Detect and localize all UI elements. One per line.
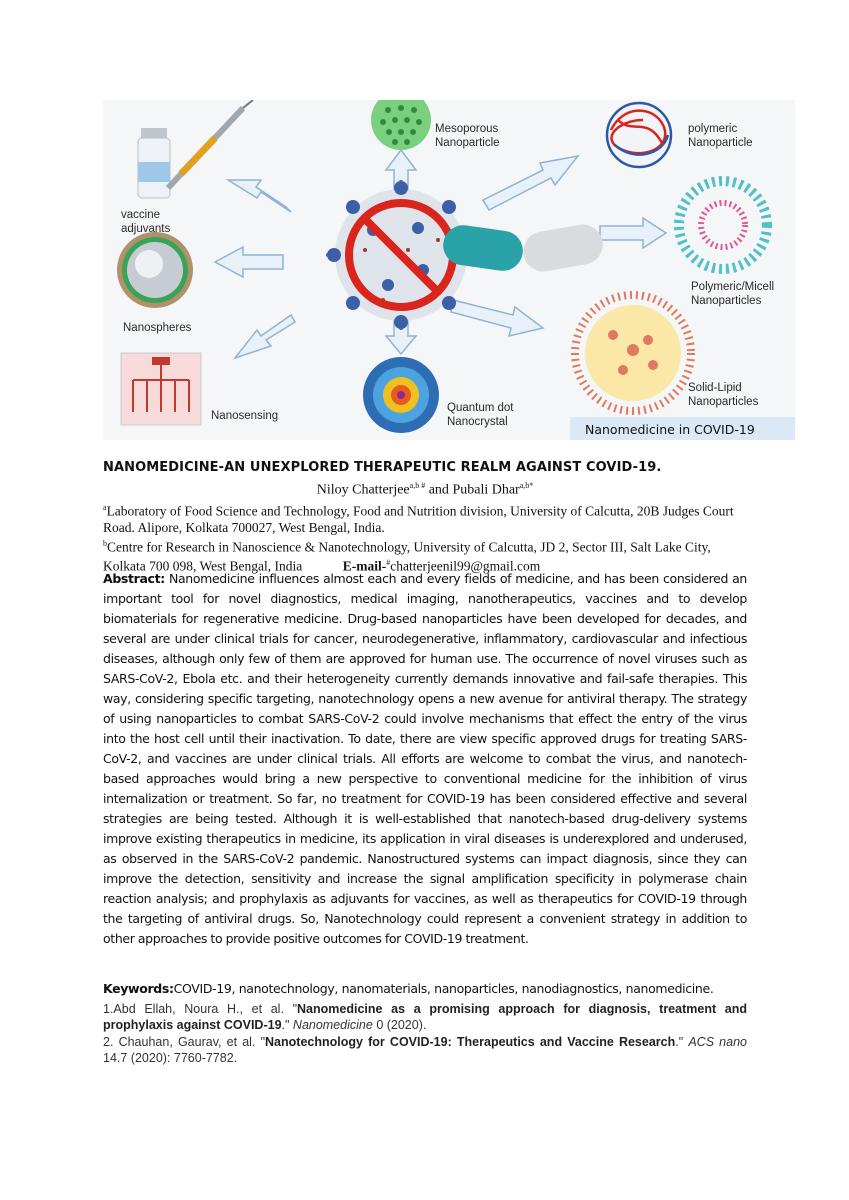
label-micelle-1: Polymeric/Micell	[691, 281, 775, 293]
author-1-sup: a,b #	[409, 481, 426, 490]
reference-prefix: 2. Chauhan, Gaurav, et al. "	[103, 1035, 266, 1049]
email-address[interactable]: chatterjeenil99@gmail.com	[390, 558, 541, 574]
references	[103, 1001, 747, 1067]
abstract	[103, 569, 747, 949]
author-2-name: Pubali Dhar	[452, 482, 520, 498]
affiliation-b-text: Centre for Research in Nanoscience & Nanotechnology, University of Calcutta, JD 2, Sector III, Salt Lake City, Kolkata 700 098, West Bengal, India	[103, 539, 711, 574]
label-mesoporous-2: Nanoparticle	[435, 137, 500, 149]
affiliations	[103, 500, 747, 575]
keywords-label: Keywords:	[103, 981, 174, 996]
keywords	[103, 981, 747, 996]
author-2-sup: a,b*	[519, 481, 534, 490]
nanosphere-icon	[117, 232, 193, 308]
nanosensing-icon	[121, 353, 201, 425]
abstract-label: Abstract:	[103, 571, 165, 586]
affiliation-a-text: Laboratory of Food Science and Technology, Food and Nutrition division, University of Calcutta, 20B Judges Court Road. Alipore, Kolkata 700027, West Bengal, India.	[103, 503, 734, 535]
label-quantum-1: Quantum dot	[447, 402, 514, 414]
reference-journal: ACS nano	[688, 1035, 747, 1049]
label-solid-lipid-2: Nanoparticles	[688, 396, 759, 408]
author-1-name: Niloy Chatterjee	[316, 482, 410, 498]
keywords-text: COVID-19, nanotechnology, nanomaterials, nanoparticles, nanodiagnostics, nanomedicine.	[173, 981, 714, 996]
figure-caption-box	[570, 417, 795, 440]
reference-mid: ."	[281, 1018, 293, 1032]
quantum-dot-icon	[363, 357, 439, 433]
label-solid-lipid-1: Solid-Lipid	[688, 382, 742, 394]
figure-caption-text: Nanomedicine in COVID-19	[585, 422, 755, 437]
abstract-text: Nanomedicine influences almost each and every fields of medicine, and has been considered an important tool for novel diagnostics, medical imaging, nanotherapeutics, vaccines and to develop biomaterials for regenerative medicine. Drug-based nanoparticles have been developed for decades, and several are under clinical trials for cancer, neurodegenerative, inflammatory, cardiovascular and infectious diseases, although only few of them are approved for human use. The occurrence of novel viruses such as SARS-CoV-2, Ebola etc. and their heterogeneity currently demands innovative and fail-safe therapies. This way, considering specific targeting, nanotechnology opens a new avenue for antiviral therapy. The strategy of using nanoparticles to combat SARS-CoV-2 could involve mechanisms that effect the entry of the virus into the host cell until their inactivation. To date, there are view specific approved drugs for treating SARS-CoV-2, and vaccines are under clinical trials. All efforts are welcome to combat the virus, and nanotech-based approaches would bring a new perspective to conventional medicine for the inhibition of virus internalization or treatment. So far, no treatment for COVID-19 has been considered effective and several strategies are being tested. Although it is well-established that nanotech-based drug-delivery systems improve existing therapeutics in medicine, its application in viral diseases is underexplored and underused, as observed in the SARS-CoV-2 pandemic. Nanostructured systems can impact diagnosis, since they can improve the detection, sensitivity and increase the signal amplification specificity in polymerase chain reaction analysis; and prophylaxis as adjuvants for vaccines, as well as therapeutics for COVID-19 through the targeting of antiviral drugs. So, Nanotechnology could represent a convenient strategy in addition to other approaches to provide positive outcomes for COVID-19 treatment.	[103, 571, 747, 946]
reference-prefix: 1.Abd Ellah, Noura H., et al. "	[103, 1002, 298, 1016]
reference-journal: Nanomedicine	[292, 1018, 373, 1032]
affiliation-a	[103, 500, 747, 536]
affiliation-b-sup: b	[103, 538, 107, 548]
label-quantum-2: Nanocrystal	[447, 416, 508, 428]
label-nanosensing: Nanosensing	[211, 410, 279, 422]
label-nanospheres: Nanospheres	[123, 322, 192, 334]
graphical-abstract-figure	[103, 100, 795, 440]
label-polymeric-2: Nanoparticle	[688, 137, 753, 149]
reference-mid: ."	[675, 1035, 689, 1049]
author-and: and	[428, 482, 449, 498]
label-vaccine-1: vaccine	[121, 209, 160, 221]
figure-canvas	[103, 100, 795, 440]
reference-title: Nanomedicine as a promising approach for diagnosis, treatment and prophylaxis against COVID-19	[103, 1002, 748, 1032]
email-sup: #	[386, 558, 391, 567]
paper-title: NANOMEDICINE-AN UNEXPLORED THERAPEUTIC REALM AGAINST COVID-19.	[103, 460, 662, 475]
author-line	[103, 481, 747, 499]
label-polymeric-1: polymeric	[688, 123, 738, 135]
reference-title: Nanotechnology for COVID-19: Therapeutics and Vaccine Research	[265, 1035, 676, 1049]
reference-suffix: 0 (2020).	[372, 1018, 427, 1032]
label-mesoporous-1: Mesoporous	[435, 123, 499, 135]
label-micelle-2: Nanoparticles	[691, 295, 762, 307]
reference-suffix: 14.7 (2020): 7760-7782.	[103, 1051, 238, 1065]
polymeric-np-icon	[607, 103, 671, 167]
affiliation-a-sup: a	[103, 503, 107, 512]
email-label: E-mail-	[342, 558, 387, 574]
reference-2	[103, 1034, 747, 1066]
label-vaccine-2: adjuvants	[121, 223, 171, 235]
reference-1	[103, 1001, 747, 1033]
